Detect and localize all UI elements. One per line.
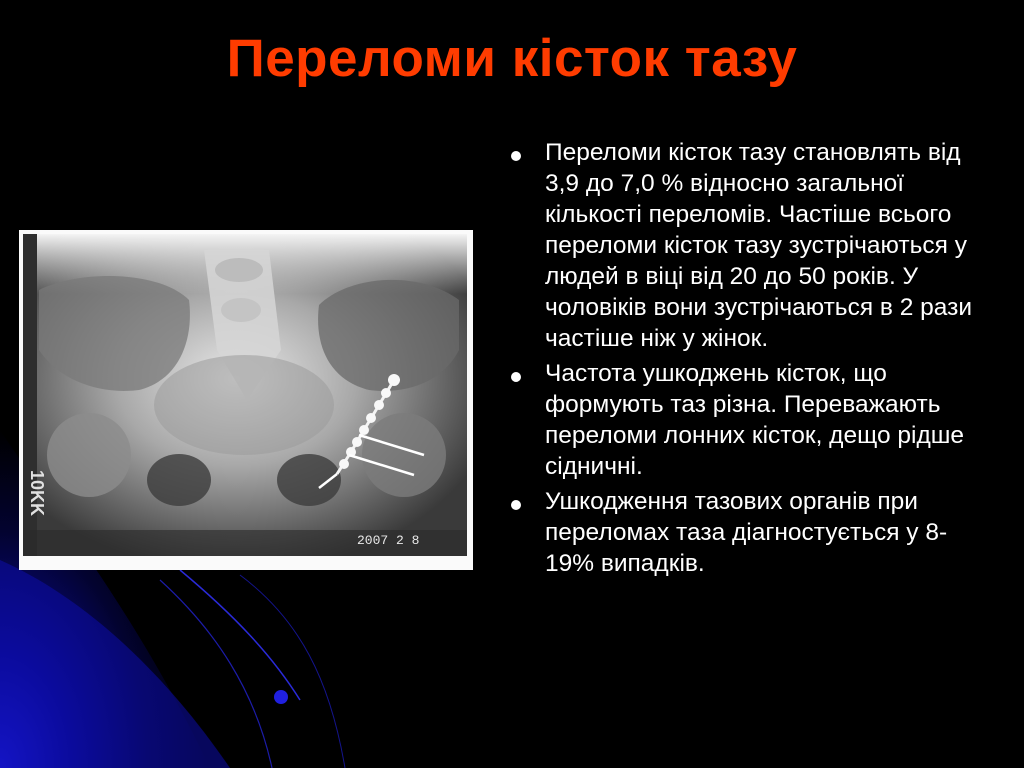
bullet-item <box>503 137 973 354</box>
bullet-text: Ушкодження тазових органів при переломах таза діагностується у 8-19% випадків. <box>545 488 948 577</box>
bullet-dot-icon <box>511 500 521 510</box>
pelvis-xray-image <box>19 230 473 570</box>
xray-date-stamp: 2007 2 8 <box>357 533 420 548</box>
bullet-text: Частота ушкоджень кісток, що формують таз різна. Переважають переломи лонних кісток, дещо рідше сідничні. <box>545 360 965 480</box>
bullet-list <box>503 137 973 583</box>
slide-title: Переломи кісток тазу <box>226 29 798 88</box>
bullet-dot-icon <box>511 372 521 382</box>
bullet-item <box>503 486 973 579</box>
bullet-text: Переломи кісток тазу становлять від 3,9 до 7,0 % відносно загальної кількості переломів. Частіше всього переломи кісток тазу зустрічаються у людей в віці від 20 до 50 років. У чоловіків вони зустрічаються в 2 рази частіше ніж у жінок. <box>545 139 973 352</box>
bullet-dot-icon <box>511 151 521 161</box>
bullet-item <box>503 358 973 482</box>
xray-side-marker: 10KK <box>27 470 47 517</box>
